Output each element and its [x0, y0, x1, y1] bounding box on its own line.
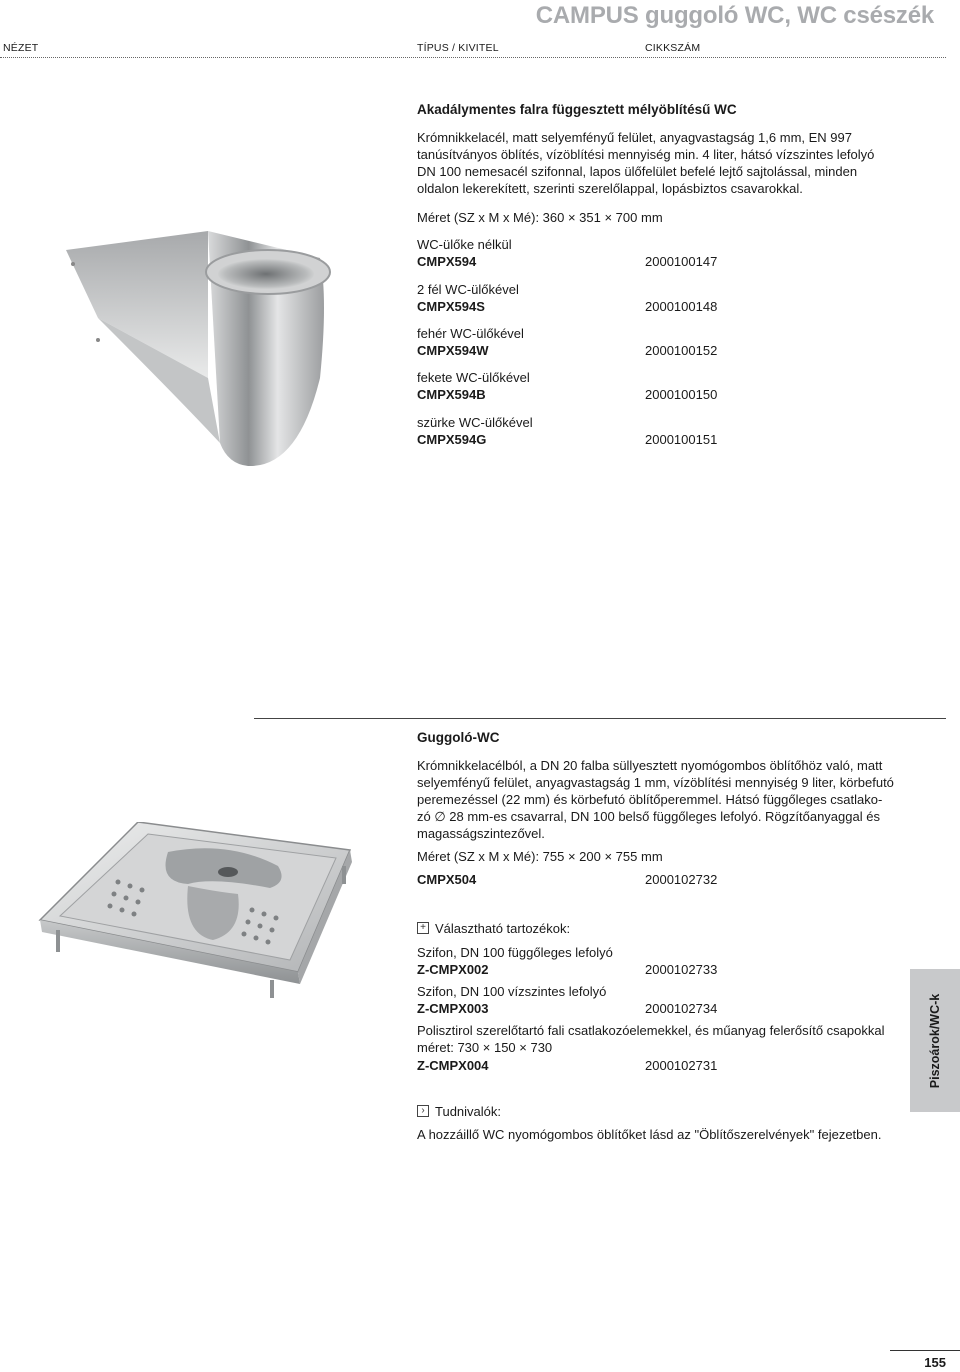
column-header-code: CIKKSZÁM: [645, 42, 701, 54]
description-line: tanúsítványos öblítés, vízöblítési mennyiség min. 4 liter, hátsó vízszintes lefolyó: [417, 147, 875, 162]
accessory-label: méret: 730 × 150 × 730: [417, 1040, 553, 1055]
description-line: zó ∅ 28 mm-es csavarral, DN 100 belső függőleges lefolyó. Rögzítőanyaggal és: [417, 809, 880, 824]
squat-wc-image: [38, 822, 356, 1002]
plus-icon: +: [417, 922, 429, 934]
size-spec: Méret (SZ x M x Mé): 755 × 200 × 755 mm: [417, 849, 663, 864]
variant-number: 2000100147: [645, 254, 718, 269]
description-line: DN 100 nemesacél szifonnal, lapos ülőfelület befelé lejtő sajtolással, minden: [417, 164, 858, 179]
accessories-title: Választható tartozékok:: [435, 921, 571, 936]
chapter-side-tab: [910, 969, 960, 1112]
variant-number: 2000100148: [645, 299, 718, 314]
column-header-type: TÍPUS / KIVITEL: [417, 42, 499, 54]
accessory-code: Z-CMPX003: [417, 1001, 489, 1016]
accessory-number: 2000102733: [645, 962, 718, 977]
chapter-side-tab-label: Piszoárok/WC-k: [928, 993, 942, 1088]
size-spec: Méret (SZ x M x Mé): 360 × 351 × 700 mm: [417, 210, 663, 225]
variant-code: CMPX594W: [417, 343, 489, 358]
variant-label: fehér WC-ülőkével: [417, 326, 524, 341]
accessory-number: 2000102731: [645, 1058, 718, 1073]
chevron-right-icon: ›: [417, 1105, 429, 1117]
section-title-wall-hung-wc: Akadálymentes falra függesztett mélyöblítésű WC: [417, 102, 737, 117]
accessory-label: Polisztirol szerelőtartó fali csatlakozóelemekkel, és műanyag felerősítő csapokkal: [417, 1023, 885, 1038]
variant-label: 2 fél WC-ülőkével: [417, 282, 519, 297]
accessory-number: 2000102734: [645, 1001, 718, 1016]
page-number: 155: [924, 1355, 946, 1370]
variant-code: CMPX594S: [417, 299, 485, 314]
description-line: Krómnikkelacél, matt selyemfényű felület, anyagvastagság 1,6 mm, EN 997: [417, 130, 852, 145]
variant-number: 2000100152: [645, 343, 718, 358]
accessory-label: Szifon, DN 100 vízszintes lefolyó: [417, 984, 607, 999]
accessory-code: Z-CMPX002: [417, 962, 489, 977]
variant-label: fekete WC-ülőkével: [417, 370, 530, 385]
info-title: Tudnivalók:: [435, 1104, 501, 1119]
product-number: 2000102732: [645, 872, 718, 887]
info-text: A hozzáillő WC nyomógombos öblítőket lásd az "Öblítőszerelvények" fejezetben.: [417, 1127, 882, 1142]
description-line: peremezéssel (22 mm) és körbefutó öblítőperemmel. Hátsó függőleges csatlako-: [417, 792, 883, 807]
variant-code: CMPX594B: [417, 387, 486, 402]
column-header-view: NÉZET: [3, 42, 39, 54]
variant-code: CMPX594G: [417, 432, 487, 447]
wall-hung-wc-image: [58, 228, 358, 473]
header-divider: [0, 57, 946, 58]
accessory-label: Szifon, DN 100 függőleges lefolyó: [417, 945, 613, 960]
section-title-squat-wc: Guggoló-WC: [417, 730, 500, 745]
description-line: selyemfényű felület, anyagvastagság 1 mm, vízöblítési mennyiség 9 liter, körbefutó: [417, 775, 894, 790]
description-line: oldalon lekerekített, szerinti szerelőlappal, lopásbiztos csavarokkal.: [417, 181, 803, 196]
variant-label: WC-ülőke nélkül: [417, 237, 512, 252]
accessory-code: Z-CMPX004: [417, 1058, 489, 1073]
description-line: magasságszintezővel.: [417, 826, 545, 841]
variant-number: 2000100150: [645, 387, 718, 402]
variant-number: 2000100151: [645, 432, 718, 447]
variant-code: CMPX594: [417, 254, 477, 269]
description-line: Krómnikkelacélból, a DN 20 falba süllyesztett nyomógombos öblítőhöz való, matt: [417, 758, 883, 773]
section-divider: [254, 718, 946, 719]
product-code: CMPX504: [417, 872, 477, 887]
page-title: CAMPUS guggoló WC, WC csészék: [535, 2, 934, 29]
variant-label: szürke WC-ülőkével: [417, 415, 533, 430]
